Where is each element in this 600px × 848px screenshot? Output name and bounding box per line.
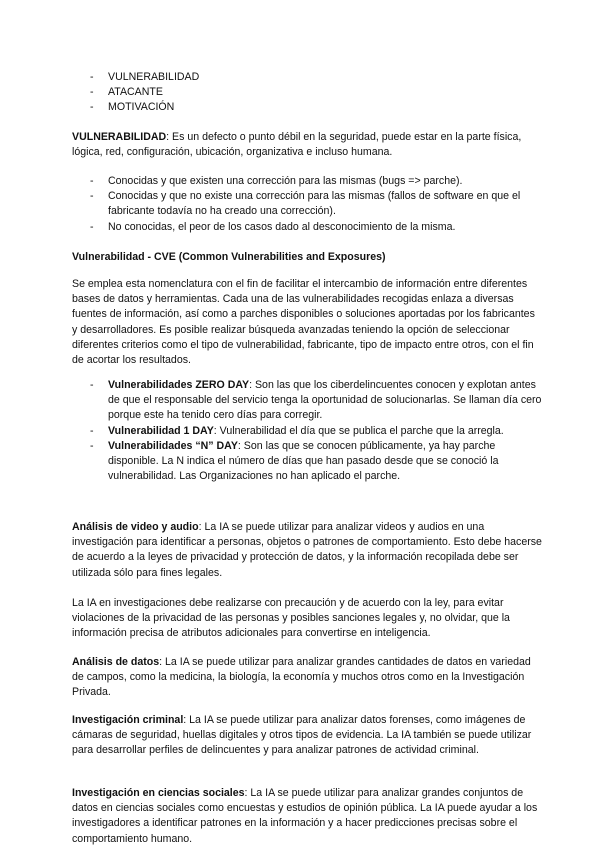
term-bold: Análisis de datos xyxy=(72,656,160,668)
cve-heading: Vulnerabilidad - CVE (Common Vulnerabilities and Exposures) xyxy=(72,251,386,263)
term-bold: Vulnerabilidad 1 DAY xyxy=(108,424,214,437)
cve-paragraph: Se emplea esta nomenclatura con el fin de facilitar el intercambio de información entre diferentes bases de datos y herramientas. Cada una de las vulnerabilidades recogidas enlaza a diversas fuentes de información, así como a parches disponibles o soluciones aportadas por los fabricantes y desarrolladores. Es posible realizar búsqueda avanzadas teniendo la opción de seleccionar diferentes criterios como el tipo de vulnerabilidad, fabricante, tipo de impacto entre otros, con el fin de acortar los resultados. xyxy=(72,278,535,367)
list-item: - No conocidas, el peor de los casos dado al desconocimiento de la misma. xyxy=(90,220,540,235)
vulnerabilidad-definition xyxy=(72,130,542,160)
item-text: : Vulnerabilidad el día que se publica el parche que la arregla. xyxy=(213,424,504,437)
term-bold: Análisis de video y audio xyxy=(72,521,199,533)
term-bold: Investigación criminal xyxy=(72,714,184,726)
paragraph-text: : La IA se puede utilizar para analizar videos y audios en una investigación para identificar a personas, objetos o patrones de comportamiento. Esto debe hacerse de acuerdo a la leyes de privacidad y protección de datos, y la información recopilada debe ser utilizada sólo para fines legales. xyxy=(72,521,542,579)
paragraph-text: : La IA se puede utilizar para analizar grandes conjuntos de datos en ciencias sociales como encuestas y estudios de opinión pública. La IA puede ayudar a los investigadores a identificar patrones en la información y a hacer predicciones precisas sobre el comportamiento humano. xyxy=(72,787,538,845)
paragraph-text: : La IA se puede utilizar para analizar grandes cantidades de datos en variedad de campos, como la medicina, la biología, la economía y muchos otros como en la Investigación Privada. xyxy=(72,656,531,699)
list-item: - MOTIVACIÓN xyxy=(90,100,540,115)
vulnerability-types-list xyxy=(90,174,540,235)
day-vulnerabilities-list xyxy=(90,378,542,484)
list-item: - Conocidas y que no existe una corrección para las mismas (fallos de software en que el fabricante todavía no ha creado una corrección). xyxy=(90,189,540,219)
sociales-paragraph xyxy=(72,786,542,847)
precaucion-paragraph: La IA en investigaciones debe realizarse con precaución y de acuerdo con la ley, para evitar violaciones de la privacidad de las personas y posibles sanciones legales y, no olvidar, que la información precisa de atributos adicionales para convertirse en inteligencia. xyxy=(72,597,510,640)
term-bold: Vulnerabilidades ZERO DAY xyxy=(108,379,250,391)
list-item: - ATACANTE xyxy=(90,85,540,100)
datos-paragraph xyxy=(72,655,542,701)
term-bold: Vulnerabilidades “N” DAY xyxy=(108,439,238,452)
list-item xyxy=(90,424,542,439)
list-item xyxy=(90,378,542,424)
video-audio-paragraph xyxy=(72,520,542,581)
term-bold: Investigación en ciencias sociales xyxy=(72,787,245,799)
criminal-paragraph xyxy=(72,713,542,759)
list-item: - VULNERABILIDAD xyxy=(90,70,540,85)
list-item xyxy=(90,439,542,485)
top-dash-list xyxy=(90,70,540,116)
definition-text: : Es un defecto o punto débil en la seguridad, puede estar en la parte física, lógica, red, configuración, ubicación, organizativa e incluso humana. xyxy=(72,131,522,159)
item-text: : Son las que se conocen públicamente, ya hay parche disponible. La N indica el número de días que han pasado desde que se conoció la vulnerabilidad. Las Organizaciones no han aplicado el parche. xyxy=(108,439,499,483)
list-item: - Conocidas y que existen una corrección para las mismas (bugs => parche). xyxy=(90,174,540,189)
term-bold: VULNERABILIDAD xyxy=(72,131,167,143)
paragraph-text: : La IA se puede utilizar para analizar datos forenses, como imágenes de cámaras de seguridad, huellas digitales y otros tipos de evidencia. La IA también se puede utilizar para desarrollar perfiles de delincuentes y para analizar patrones de actividad criminal. xyxy=(72,714,532,757)
item-text: : Son las que los ciberdelincuentes conocen y explotan antes de que el responsable del servicio tenga la oportunidad de solucionarlas. Se llaman día cero porque este ha tenido cero días para corregir. xyxy=(108,379,542,422)
